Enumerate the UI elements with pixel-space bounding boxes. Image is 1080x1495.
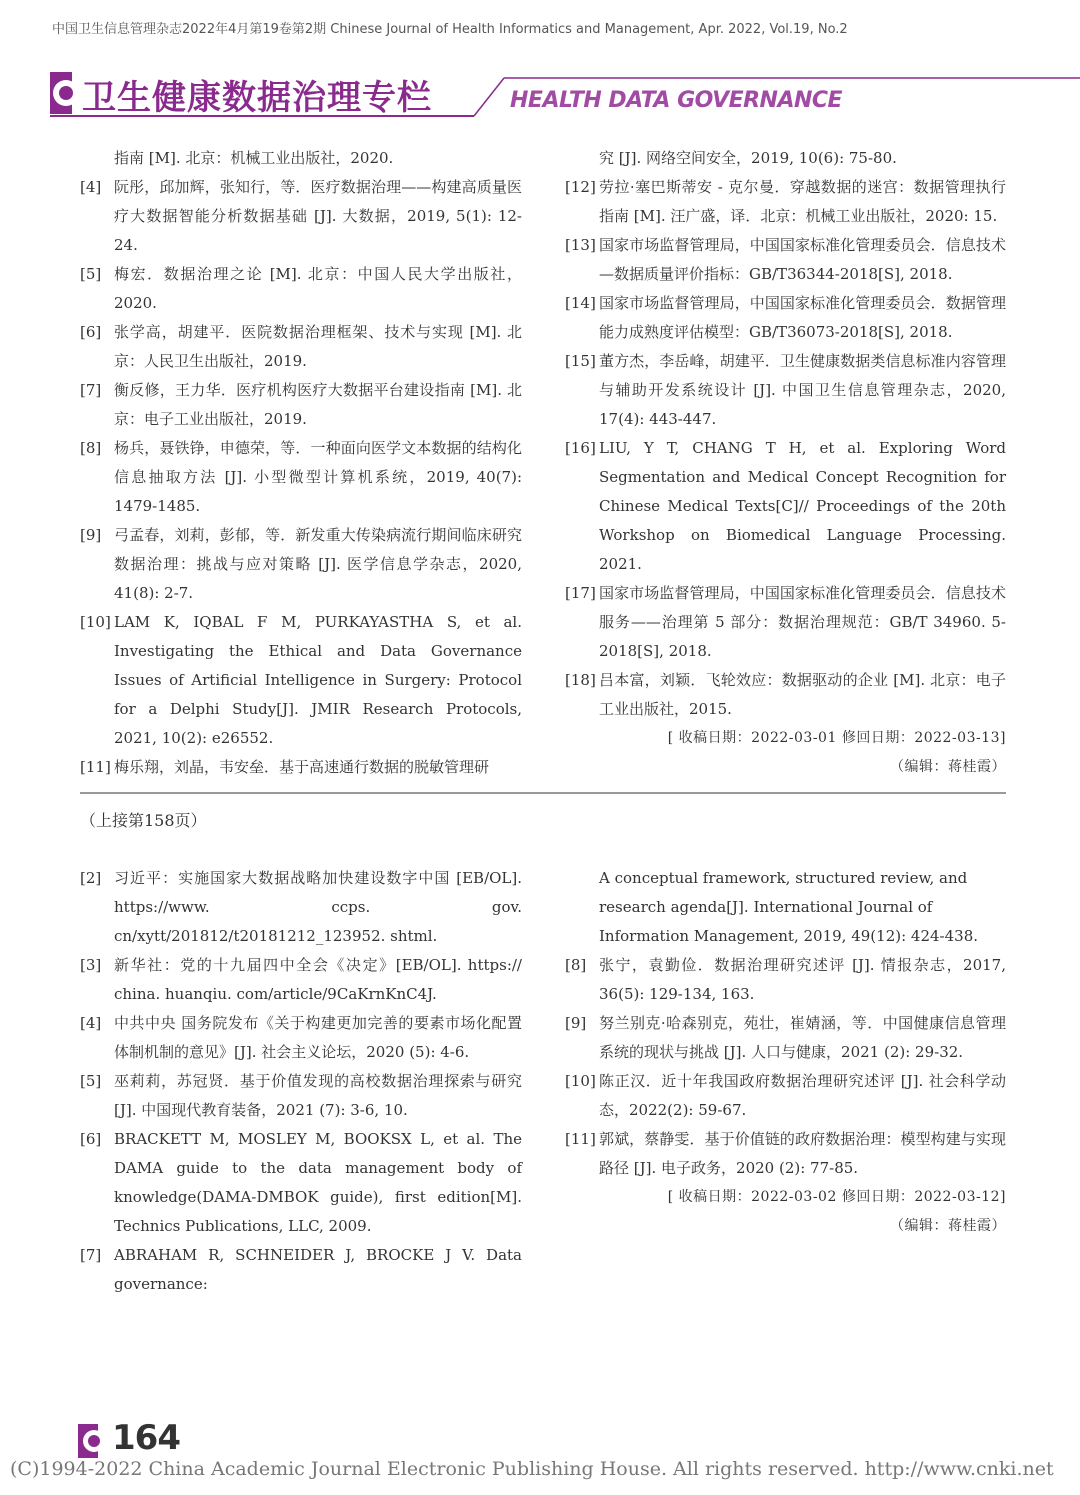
- reference-number: [12]: [565, 178, 596, 196]
- received-revised-dates: [ 收稿日期：2022-03-01 修回日期：2022-03-13]: [667, 730, 1006, 746]
- reference-item: [565, 173, 1006, 231]
- copyright-notice: (C)1994-2022 China Academic Journal Electronic Publishing House. All rights reserved. http://www.cnki.net: [10, 1458, 1054, 1480]
- top-right-references: [565, 144, 1006, 782]
- reference-item: [565, 434, 1006, 579]
- reference-number: [3]: [80, 956, 102, 974]
- reference-text: 中共中央 国务院发布《关于构建更加完善的要素市场化配置体制机制的意见》[J]. 社会主义论坛，2020 (5): 4-6.: [114, 1014, 522, 1061]
- reference-text: 新华社：党的十九届四中全会《决定》[EB/OL]. https:// china. huanqiu. com/article/9CaKrnKnC4J.: [114, 956, 522, 1003]
- reference-number: [7]: [80, 381, 102, 399]
- reference-text: 阮彤，邱加辉，张知行，等．医疗数据治理——构建高质量医疗大数据智能分析数据基础 [J]. 大数据，2019, 5(1): 12-24.: [114, 178, 522, 254]
- reference-item: [80, 1241, 522, 1299]
- reference-number: [5]: [80, 265, 102, 283]
- reference-item: [565, 951, 1006, 1009]
- reference-item: [565, 231, 1006, 289]
- reference-number: [2]: [80, 869, 102, 887]
- reference-item: [80, 434, 522, 521]
- editor-credit: （编辑：蒋桂霞）: [890, 759, 1006, 775]
- reference-number: [9]: [80, 526, 102, 544]
- reference-item: [80, 608, 522, 753]
- reference-number: [11]: [565, 1130, 596, 1148]
- reference-number: [13]: [565, 236, 596, 254]
- reference-item: [565, 1067, 1006, 1125]
- reference-text: LAM K, IQBAL F M, PURKAYASTHA S, et al. Investigating the Ethical and Data Governance Issues of Artificial Intelligence in Surgery: Protocol for a Delphi Study[J]. JMIR Research Protocols, 2021, 10(2): e26552.: [114, 613, 522, 747]
- reference-item: [80, 864, 522, 951]
- received-revised-dates: [ 收稿日期：2022-03-02 修回日期：2022-03-12]: [667, 1189, 1006, 1205]
- banner-title-en: HEALTH DATA GOVERNANCE: [510, 88, 843, 113]
- reference-number: [14]: [565, 294, 596, 312]
- reference-item: [80, 521, 522, 608]
- reference-number: [10]: [80, 613, 111, 631]
- reference-item: [80, 376, 522, 434]
- reference-number: [8]: [565, 956, 587, 974]
- reference-item: [565, 666, 1006, 724]
- page-number: 164: [112, 1418, 180, 1458]
- reference-item: [80, 173, 522, 260]
- reference-item: [80, 753, 522, 782]
- reference-item: [80, 1067, 522, 1125]
- reference-item: [80, 1125, 522, 1241]
- reference-number: [7]: [80, 1246, 102, 1264]
- reference-continuation: 指南 [M]. 北京：机械工业出版社，2020.: [114, 149, 394, 167]
- reference-text: 张宁，袁勤俭．数据治理研究述评 [J]. 情报杂志，2017, 36(5): 129-134, 163.: [599, 956, 1006, 1003]
- reference-item: [80, 260, 522, 318]
- reference-text: 国家市场监督管理局，中国国家标准化管理委员会．信息技术—数据质量评价指标：GB/T36344-2018[S], 2018.: [599, 236, 1006, 283]
- reference-number: [4]: [80, 178, 102, 196]
- reference-text: 弓孟春，刘莉，彭郁，等．新发重大传染病流行期间临床研究数据治理：挑战与应对策略 [J]. 医学信息学杂志，2020, 41(8): 2-7.: [114, 526, 522, 602]
- reference-number: [17]: [565, 584, 596, 602]
- editor-credit: （编辑：蒋桂霞）: [890, 1218, 1006, 1234]
- reference-number: [8]: [80, 439, 102, 457]
- reference-text: 张学高，胡建平．医院数据治理框架、技术与实现 [M]. 北京：人民卫生出版社，2019.: [114, 323, 522, 370]
- reference-text: LIU, Y T, CHANG T H, et al. Exploring Word Segmentation and Medical Concept Recognition for Chinese Medical Texts[C]// Proceedings of the 20th Workshop on Biomedical Language Processing. 2021.: [599, 439, 1006, 573]
- reference-text: 陈正汉．近十年我国政府数据治理研究述评 [J]. 社会科学动态，2022(2): 59-67.: [599, 1072, 1006, 1119]
- reference-item: [565, 289, 1006, 347]
- reference-text: ABRAHAM R, SCHNEIDER J, BROCKE J V. Data governance:: [114, 1246, 522, 1293]
- journal-header: 中国卫生信息管理杂志2022年4月第19卷第2期 Chinese Journal of Health Informatics and Management, Apr. 2022, Vol.19, No.2: [52, 22, 848, 37]
- reference-item: [565, 579, 1006, 666]
- reference-text: 习近平：实施国家大数据战略加快建设数字中国 [EB/OL]. https://www. ccps. gov. cn/xytt/201812/t20181212_123952. shtml.: [114, 869, 522, 945]
- top-left-references: [80, 144, 522, 782]
- reference-number: [9]: [565, 1014, 587, 1032]
- reference-text: 国家市场监督管理局，中国国家标准化管理委员会．数据管理能力成熟度评估模型：GB/T36073-2018[S], 2018.: [599, 294, 1006, 341]
- bottom-right-references: [565, 864, 1006, 1241]
- section-divider: [80, 792, 1006, 794]
- reference-item: [80, 318, 522, 376]
- reference-text: 郭斌，蔡静雯．基于价值链的政府数据治理：模型构建与实现路径 [J]. 电子政务，2020 (2): 77-85.: [599, 1130, 1006, 1177]
- reference-continuation: 究 [J]. 网络空间安全，2019, 10(6): 75-80.: [599, 149, 897, 167]
- reference-item: [565, 1125, 1006, 1183]
- reference-item: [80, 1009, 522, 1067]
- reference-text: 衡反修，王力华．医疗机构医疗大数据平台建设指南 [M]. 北京：电子工业出版社，2019.: [114, 381, 522, 428]
- banner-title-zh: 卫生健康数据治理专栏: [82, 78, 432, 118]
- reference-text: 努兰别克·哈森别克，苑壮，崔婧涵，等．中国健康信息管理系统的现状与挑战 [J]. 人口与健康，2021 (2): 29-32.: [599, 1014, 1006, 1061]
- reference-number: [6]: [80, 1130, 102, 1148]
- reference-text: BRACKETT M, MOSLEY M, BOOKSX L, et al. The DAMA guide to the data management body of knowledge(DAMA-DMBOK guide), first edition[M]. Technics Publications, LLC, 2009.: [114, 1130, 522, 1235]
- bottom-left-references: [80, 864, 522, 1299]
- reference-number: [4]: [80, 1014, 102, 1032]
- reference-text: 巫莉莉，苏冠贤．基于价值发现的高校数据治理探索与研究 [J]. 中国现代教育装备，2021 (7): 3-6, 10.: [114, 1072, 522, 1119]
- reference-text: 董方杰，李岳峰，胡建平．卫生健康数据类信息标准内容管理与辅助开发系统设计 [J]. 中国卫生信息管理杂志，2020, 17(4): 443-447.: [599, 352, 1006, 428]
- reference-text: 梅宏．数据治理之论 [M]. 北京：中国人民大学出版社，2020.: [114, 265, 522, 312]
- reference-item: [565, 347, 1006, 434]
- reference-number: [11]: [80, 758, 111, 776]
- reference-number: [6]: [80, 323, 102, 341]
- reference-item: [80, 951, 522, 1009]
- reference-text: 杨兵，聂铁铮，申德荣，等．一种面向医学文本数据的结构化信息抽取方法 [J]. 小型微型计算机系统，2019, 40(7): 1479-1485.: [114, 439, 522, 515]
- reference-number: [5]: [80, 1072, 102, 1090]
- reference-continuation: A conceptual framework, structured review, and research agenda[J]. International Journal of Information Management, 2019, 49(12): 424-438.: [599, 869, 979, 945]
- reference-number: [16]: [565, 439, 596, 457]
- reference-number: [15]: [565, 352, 596, 370]
- reference-text: 吕本富，刘颖．飞轮效应：数据驱动的企业 [M]. 北京：电子工业出版社，2015.: [599, 671, 1006, 718]
- reference-text: 梅乐翔，刘晶，韦安垒．基于高速通行数据的脱敏管理研: [114, 758, 490, 776]
- reference-number: [10]: [565, 1072, 596, 1090]
- reference-item: [565, 1009, 1006, 1067]
- reference-number: [18]: [565, 671, 596, 689]
- reference-text: 国家市场监督管理局，中国国家标准化管理委员会．信息技术服务——治理第 5 部分：数据治理规范：GB/T 34960. 5-2018[S], 2018.: [599, 584, 1006, 660]
- reference-text: 劳拉·塞巴斯蒂安 - 克尔曼．穿越数据的迷宫：数据管理执行指南 [M]. 汪广盛，译．北京：机械工业出版社，2020: 15.: [599, 178, 1006, 225]
- continued-from-note: （上接第158页）: [80, 811, 207, 830]
